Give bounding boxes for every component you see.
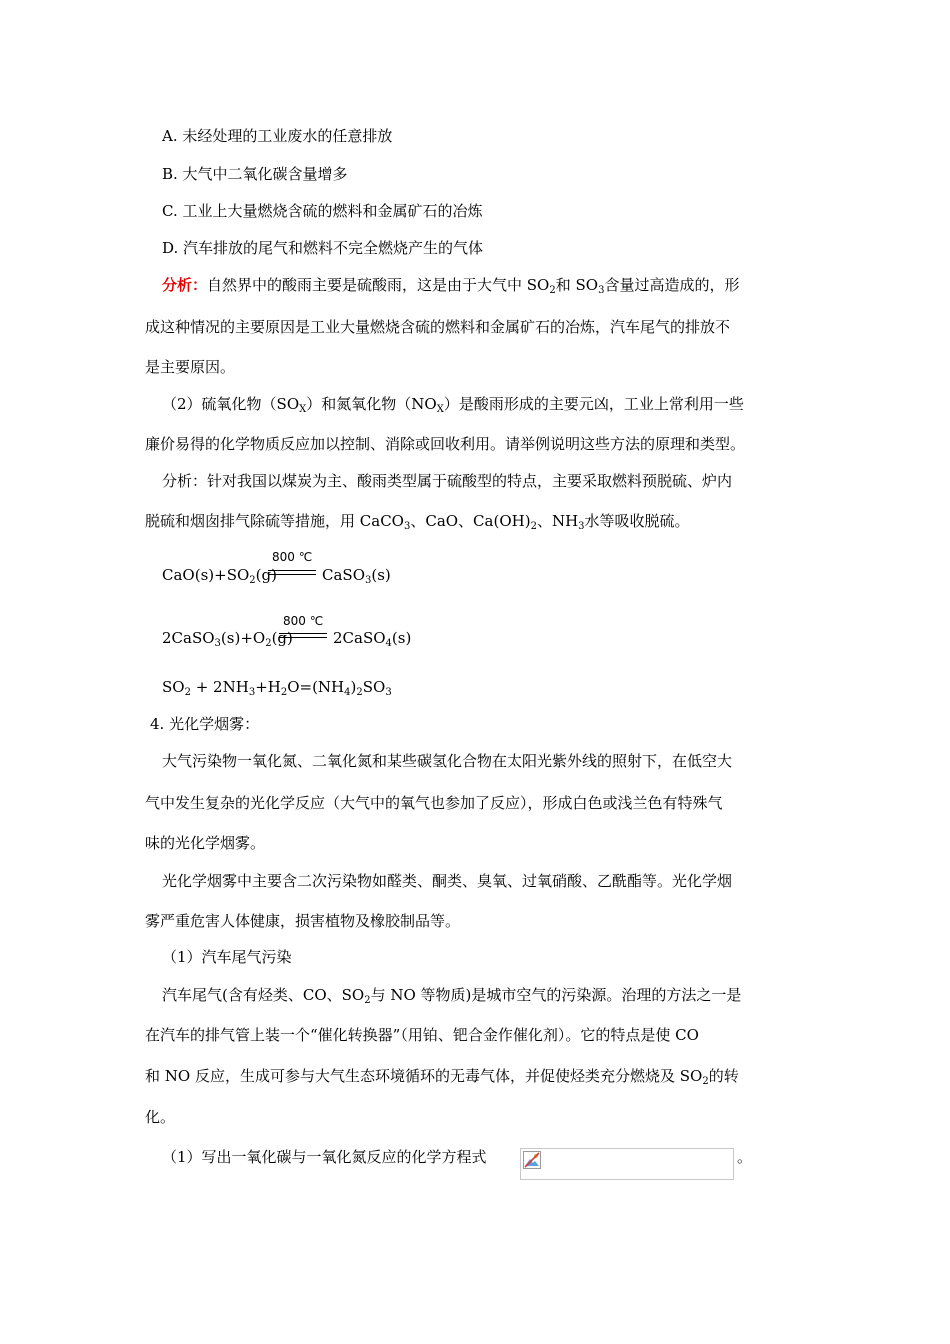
analysis-paragraph-1-line2: 成这种情况的主要原因是工业大量燃烧含硫的燃料和金属矿石的冶炼，汽车尾气的排放不	[145, 318, 731, 336]
equation-3: $SO_2 + 2NH_3+H_2O=(NH_4)_2SO_3$	[162, 678, 392, 698]
question-2: （2）硫氧化物$(SO_X)$和氮氧化物$(NO_X)$是酸雨形成的主要元凶，工业上常利用一些	[162, 395, 744, 415]
equation-1-left: $CaO(s)+SO_2(g)$	[162, 566, 277, 586]
section-4-paragraph-3-line2: 在汽车的排气管上装一个“催化转换器”（用铂、钯合金作催化剂）。它的特点是使 CO	[145, 1026, 699, 1044]
analysis-label: 分析：	[162, 276, 208, 294]
section-4-heading: 4. 光化学烟雾：	[150, 715, 260, 733]
question-1-end: 。	[737, 1148, 753, 1166]
question-2-line2: 廉价易得的化学物质反应加以控制、消除或回收利用。请举例说明这些方法的原理和类型。	[145, 435, 746, 453]
analysis-paragraph-2-line2: 脱硫和烟囱排气除硫等措施，用 CaCO$_3$、CaO、$Ca(OH)_2$、$NH_3$水等吸收脱硫。	[145, 512, 690, 532]
equation-2-condition: 800 ℃	[283, 614, 324, 628]
answer-image-placeholder	[520, 1148, 734, 1180]
equation-1-condition: 800 ℃	[272, 550, 313, 564]
analysis-paragraph-1-line3: 是主要原因。	[145, 358, 236, 376]
section-4-paragraph-1: 大气污染物一氧化氮、二氧化氮和某些碳氢化合物在太阳光紫外线的照射下，在低空大	[162, 752, 733, 770]
equation-2-left: $2CaSO_3(s)+O_2(g)$	[162, 629, 293, 649]
broken-image-icon	[523, 1151, 541, 1169]
section-4-paragraph-3-line4: 化。	[145, 1108, 176, 1126]
section-4-paragraph-3-line3: 和 NO 反应，生成可参与大气生态环境循环的无毒气体，并促使烃类充分燃烧及 $SO_2$的转	[145, 1067, 739, 1087]
option-b: B. 大气中二氧化碳含量增多	[162, 165, 348, 183]
analysis-paragraph-2: 分析：针对我国以煤炭为主、酸雨类型属于硫酸型的特点，主要采取燃料预脱硫、炉内	[162, 472, 733, 490]
option-c: C. 工业上大量燃烧含硫的燃料和金属矿石的冶炼	[162, 202, 483, 220]
option-d: D. 汽车排放的尾气和燃料不完全燃烧产生的气体	[162, 239, 484, 257]
sub-heading-vehicle-exhaust: （1）汽车尾气污染	[162, 948, 292, 966]
equation-2-equals-sign	[279, 633, 327, 638]
equation-1-equals-sign	[268, 570, 316, 575]
section-4-paragraph-1-line3: 味的光化学烟雾。	[145, 834, 266, 852]
section-4-paragraph-2: 光化学烟雾中主要含二次污染物如醛类、酮类、臭氧、过氧硝酸、乙酰酯等。光化学烟	[162, 872, 733, 890]
equation-2-right: 2CaSO$_4$(s)	[333, 629, 412, 649]
section-4-paragraph-3: 汽车尾气(含有烃类、CO、$SO_2$与 NO 等物质)是城市空气的污染源。治理的方法之一是	[162, 986, 742, 1006]
analysis-paragraph-1: 分析：自然界中的酸雨主要是硫酸雨，这是由于大气中 $SO_2$和 $SO_3$含量过高造成的，形	[162, 276, 740, 296]
question-1-prompt: （1）写出一氧化碳与一氧化氮反应的化学方程式	[162, 1148, 487, 1166]
equation-1-right: CaSO$_3$(s)	[322, 566, 391, 586]
section-4-paragraph-1-line2: 气中发生复杂的光化学反应（大气中的氧气也参加了反应），形成白色或浅兰色有特殊气	[145, 794, 723, 812]
section-4-paragraph-2-line2: 雾严重危害人体健康，损害植物及橡胶制品等。	[145, 912, 461, 930]
option-a: A. 未经处理的工业废水的任意排放	[162, 127, 393, 145]
